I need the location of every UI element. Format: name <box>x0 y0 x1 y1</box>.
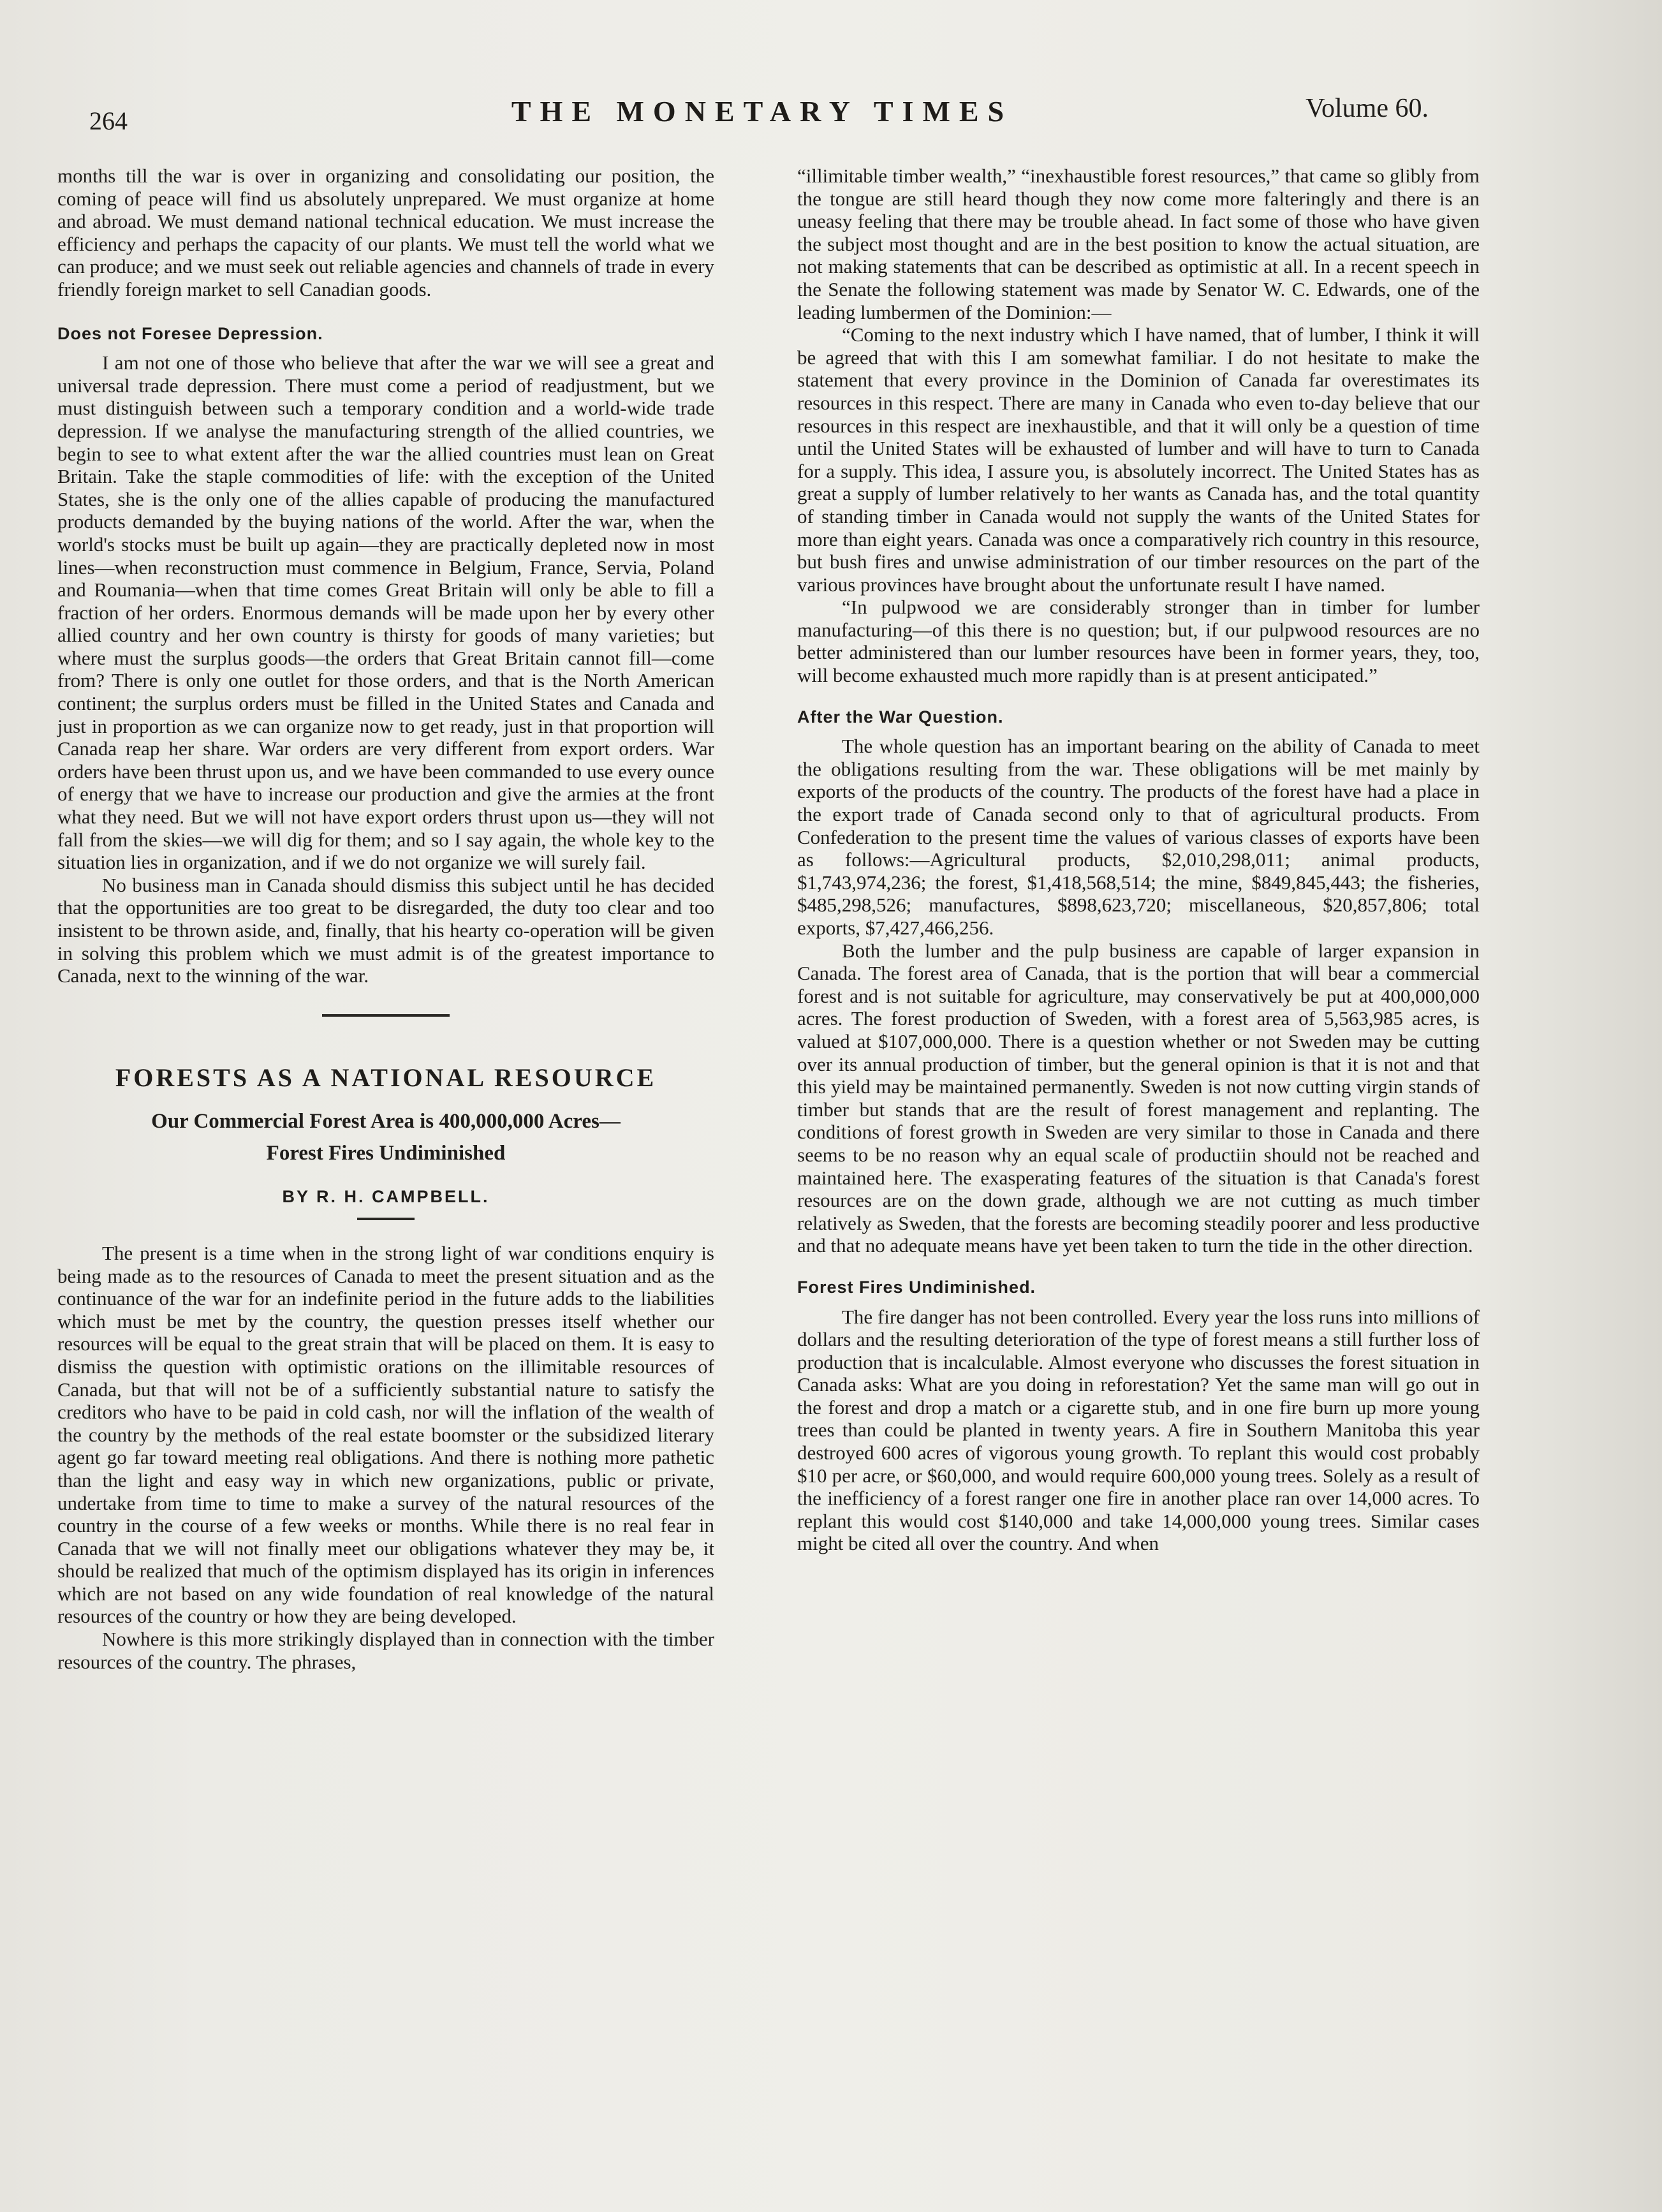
section-heading: After the War Question. <box>797 707 1004 726</box>
publication-title: THE MONETARY TIMES <box>511 95 1013 128</box>
quotation-paragraph: “In pulpwood we are considerably stronger than in timber for lumber manufacturing—of this there is no question; but, if our pulpwood resources are no better administered than our lumber resources have been in former years, they, too, will become exhausted much more rapidly than is at present anticipated.” <box>797 596 1480 687</box>
quotation-paragraph: “Coming to the next industry which I have named, that of lumber, I think it will be agreed that with this I am somewhat familiar. I do not hesitate to make the statement that every province in the Dominion of Canada far overestimates its resources in this respect. There are many in Canada who even to-day believe that our resources in this respect are inexhaustible, and that it will only be a question of time until the United States will be exhausted of lumber and will have to turn to Canada for a supply. This idea, I assure you, is absolutely incorrect. The United States has as great a supply of lumber relatively to her wants as Canada has, and the total quantity of standing timber in Canada would not supply the wants of the United States for more than eight years. Canada was once a comparatively rich country in this resource, but bush fires and unwise administration of our timber resources on the part of the various provinces have brought about the unfortunate result I have named. <box>797 323 1480 596</box>
paragraph: The fire danger has not been controlled. Every year the loss runs into millions of dollars and the resulting deterioration of the type of forest means a still further loss of production that is incalculable. Almost everyone who discusses the forest situation in Canada asks: What are you doing in reforestation? Yet the same man will go out in the forest and drop a match or a cigarette stub, and in one fire burn up more young trees than could be planted in twenty years. A fire in Southern Manitoba this year destroyed 600 acres of vigorous young growth. To replant this would cost probably $10 per acre, or $60,000, and would require 600,000 young trees. Solely as a result of the inefficiency of a forest ranger one fire in another place ran over 14,000 acres. To replant this would cost $140,000 and take 14,000,000 young trees. Similar cases might be cited all over the country. And when <box>797 1305 1480 1555</box>
paragraph: No business man in Canada should dismiss this subject until he has decided that the opportunities are too great to be disregarded, the duty too clear and too insistent to be thrown aside, and, finally, that his hearty co-operation will be given in solving this problem which we must admit is of the greatest importance to Canada, next to the winning of the war. <box>57 873 714 987</box>
article-subtitle-line: Our Commercial Forest Area is 400,000,000 Acres— <box>151 1110 621 1133</box>
article-subtitle-line: Forest Fires Undiminished <box>266 1142 506 1165</box>
byline: BY R. H. CAMPBELL. <box>282 1187 490 1207</box>
volume-label: Volume 60. <box>1305 94 1429 123</box>
paragraph: “illimitable timber wealth,” “inexhaustible forest resources,” that came so glibly from the tongue are still heard though they now come more falteringly and there is an uneasy feeling that there may be trouble ahead. In fact some of those who have given the subject most thought and are in the best position to know the actual situation, are not making statements that can be described as optimistic at all. In a recent speech in the Senate the following statement was made by Senator W. C. Edwards, one of the leading lumbermen of the Dominion:— <box>797 165 1480 323</box>
right-column <box>797 165 1480 1555</box>
left-column <box>57 165 714 1673</box>
paragraph: Nowhere is this more strikingly displayed than in connection with the timber resources of the country. The phrases, <box>57 1628 714 1673</box>
running-header <box>83 88 1441 133</box>
section-heading: Forest Fires Undiminished. <box>797 1277 1036 1297</box>
article-subtitle <box>57 1105 714 1169</box>
byline-divider <box>357 1218 415 1220</box>
paragraph: The whole question has an important bearing on the ability of Canada to meet the obligations resulting from the war. These obligations will be met mainly by exports of the products of the country. The products of the forest have had a place in the export trade of Canada second only to that of agricultural products. From Confederation to the present time the values of various classes of exports have been as follows:—Agricultural products, $2,010,298,011; animal products, $1,743,974,236; the forest, $1,418,568,514; the mine, $849,845,443; the fisheries, $485,298,526; manufactures, $898,623,720; miscellaneous, $20,857,806; total exports, $7,427,466,256. <box>797 735 1480 939</box>
paragraph: months till the war is over in organizing and consolidating our position, the coming of peace will find us absolutely unprepared. We must organize at home and abroad. We must demand national technical education. We must increase the efficiency and perhaps the capacity of our plants. We must tell the world what we can produce; and we must seek out reliable agencies and channels of trade in every friendly foreign market to sell Canadian goods. <box>57 165 714 300</box>
article-title: FORESTS AS A NATIONAL RESOURCE <box>115 1063 657 1092</box>
section-divider <box>322 1014 450 1017</box>
paragraph: The present is a time when in the strong light of war conditions enquiry is being made as to the resources of Canada to meet the present situation and as the continuance of the war for an indefinite period in the future adds to the liabilities which must be met by the country, the question presses itself whether our resources will be equal to the great strain that will be placed on them. It is easy to dismiss the question with optimistic orations on the illimitable resources of Canada, but that will not be of a sufficiently substantial nature to satisfy the creditors who have to be paid in cold cash, nor will the inflation of the wealth of the country by the methods of the real estate boomster or the subsidized literary agent go far toward meeting real obligations. And there is nothing more pathetic than the light and easy way in which new organizations, public or private, undertake from time to time to make a survey of the natural resources of the country in the course of a few weeks or months. While there is no real fear in Canada that we will not finally meet our obligations whatever they may be, it should be realized that much of the optimism displayed has its origin in inferences which are not based on any wide foundation of real knowledge of the natural resources of the country or how they are being developed. <box>57 1241 714 1628</box>
paragraph: Both the lumber and the pulp business are capable of larger expansion in Canada. The forest area of Canada, that is the portion that will bear a commercial forest and is not suitable for agriculture, may conservatively be put at 400,000,000 acres. The forest production of Sweden, with a forest area of 5,563,985 acres, is valued at $107,000,000. There is a question whether or not Sweden may be cutting over its annual production of timber, but the general opinion is that it is not and that this yield may be maintained permanently. Sweden is not now cutting virgin stands of timber but stands that are the result of forest management and replanting. The conditions of forest growth in Sweden are very similar to those in Canada and there seems to be no reason why an equal scale of productiin should not be reached and maintained here. The exasperating features of the situation is that Canada's forest resources are on the down grade, although we are not cutting as much timber relatively as Sweden, that the forests are becoming steadily poorer and less productive and that no adequate means have yet been taken to turn the tide in the other direction. <box>797 939 1480 1257</box>
paragraph: I am not one of those who believe that after the war we will see a great and universal trade depression. There must come a period of readjustment, but we must distinguish between such a temporary condition and a world-wide trade depression. If we analyse the manufacturing strength of the allied countries, we begin to see to what extent after the war the allied countries must lean on Great Britain. Take the staple commodities of life: with the exception of the United States, she is the only one of the allies capable of producing the manufactured products demanded by the buying nations of the world. After the war, when the world's stocks must be built up again—they are practically depleted now in most lines—when reconstruction must commence in Belgium, France, Servia, Poland and Roumania—when that time comes Great Britain will only be able to fill a fraction of her orders. Enormous demands will be made upon her by every other allied country and her own country is thirsty for goods of many varieties; but where must the surplus goods—the orders that Great Britain cannot fill—come from? There is only one outlet for those orders, and that is the North American continent; the surplus orders must be filled in the United States and Canada and just in proportion as we can organize now to get ready, just in that proportion will Canada reap her share. War orders are very different from export orders. War orders have been thrust upon us, and we have been commanded to use every ounce of energy that we have to increase our production and give the armies at the front what they need. But we will not have export orders thrust upon us—they will not fall from the skies—we will dig for them; and so I say again, the whole key to the situation lies in organization, and if we do not organize we will surely fail. <box>57 351 714 874</box>
page-number: 264 <box>89 107 128 135</box>
section-heading: Does not Foresee Depression. <box>57 323 323 343</box>
